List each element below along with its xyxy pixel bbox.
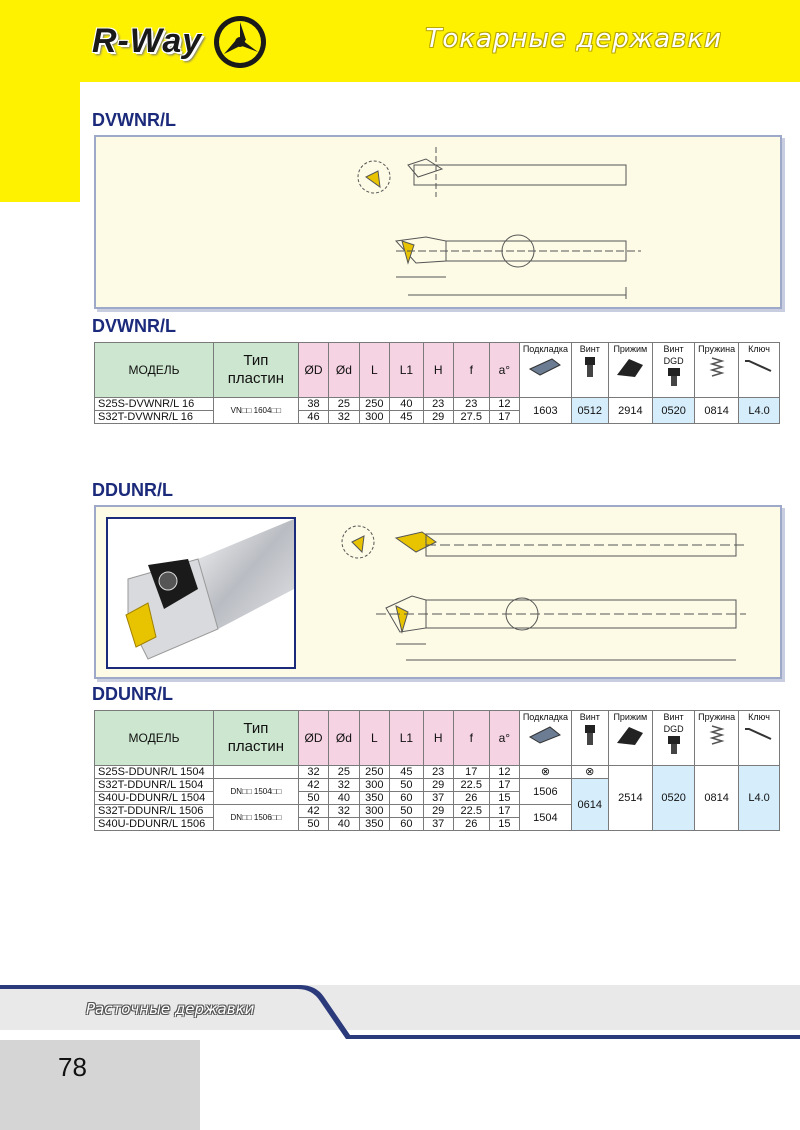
table-row-model: S40U-DDUNR/L 1506	[95, 818, 214, 831]
col-model-header: МОДЕЛЬ	[95, 711, 214, 766]
cell-d: 32	[329, 805, 359, 818]
section-title-dvwnr: DVWNR/L	[92, 110, 176, 130]
col-model-header: МОДЕЛЬ	[95, 343, 214, 398]
cell-d: 32	[329, 411, 359, 424]
dgd-screw-icon	[666, 735, 682, 755]
ddunr-product-photo	[106, 517, 296, 669]
col-insert-header: Тип пластин	[213, 711, 298, 766]
col-key-header	[739, 711, 780, 766]
ddunr-spec-table	[94, 710, 780, 831]
col-L1-header: L1	[390, 711, 424, 766]
cell-H: 37	[423, 818, 453, 831]
dvwnr-drawing	[94, 135, 782, 309]
key-label: Ключ	[748, 712, 770, 722]
screw-label: Винт	[579, 712, 600, 722]
cell-a: 15	[489, 818, 519, 831]
cell-D: 50	[298, 792, 328, 805]
cell-a: 17	[489, 779, 519, 792]
col-H-header: H	[423, 343, 453, 398]
spring-value: 0814	[695, 766, 739, 831]
page-tab-shape	[0, 1040, 240, 1130]
ddunr-technical-drawing	[326, 512, 766, 672]
col-screw-header	[572, 343, 609, 398]
cell-D: 32	[298, 766, 328, 779]
dgd-value: 0520	[653, 766, 695, 831]
shim-not-available-icon: ⊗	[519, 766, 571, 779]
col-spring-header	[695, 343, 739, 398]
cell-L1: 60	[390, 818, 424, 831]
dgd-label: Винт DGD	[663, 344, 684, 366]
clamp-icon	[615, 723, 645, 747]
cell-L1: 60	[390, 792, 424, 805]
screw-icon	[582, 355, 598, 379]
shim-value: 1603	[519, 398, 571, 424]
clamp-value: 2514	[608, 766, 653, 831]
col-clamp-header	[608, 711, 653, 766]
spring-label: Пружина	[698, 344, 736, 354]
spring-label: Пружина	[698, 712, 736, 722]
clamp-label: Прижим	[613, 344, 648, 354]
shim-value: 1506	[519, 779, 571, 805]
dvwnr-technical-drawing	[96, 137, 780, 307]
cell-d: 25	[329, 766, 359, 779]
cell-H: 29	[423, 805, 453, 818]
key-icon	[743, 723, 775, 743]
cell-f: 22.5	[453, 805, 489, 818]
section-title-ddunr: DDUNR/L	[92, 480, 173, 500]
insert-type-cell: DN□□ 1504□□	[213, 779, 298, 805]
dgd-label: Винт DGD	[663, 712, 684, 734]
cell-D: 50	[298, 818, 328, 831]
key-value: L4.0	[739, 398, 780, 424]
spring-value: 0814	[695, 398, 739, 424]
key-label: Ключ	[748, 344, 770, 354]
table-row-model: S25S-DVWNR/L 16	[95, 398, 214, 411]
col-spring-header	[695, 711, 739, 766]
cell-a: 12	[489, 398, 519, 411]
col-insert-header: Тип пластин	[213, 343, 298, 398]
screw-value: 0512	[572, 398, 609, 424]
cell-f: 22.5	[453, 779, 489, 792]
cell-D: 42	[298, 805, 328, 818]
cell-f: 26	[453, 792, 489, 805]
insert-type-cell: VN□□ 1604□□	[213, 398, 298, 424]
table-row-model: S32T-DDUNR/L 1506	[95, 805, 214, 818]
cell-H: 37	[423, 792, 453, 805]
col-a-header: a°	[489, 343, 519, 398]
cell-f: 23	[453, 398, 489, 411]
cell-d: 40	[329, 818, 359, 831]
cell-L: 250	[359, 398, 389, 411]
table-row-model: S32T-DVWNR/L 16	[95, 411, 214, 424]
cell-d: 25	[329, 398, 359, 411]
screw-value: 0614	[572, 779, 609, 831]
col-dgd-header	[653, 711, 695, 766]
section-title-dvwnr-table: DVWNR/L	[92, 316, 176, 336]
col-L-header: L	[359, 343, 389, 398]
cell-L: 300	[359, 805, 389, 818]
page-number: 78	[58, 1052, 87, 1082]
section-title-ddunr-table: DDUNR/L	[92, 684, 173, 704]
cell-H: 29	[423, 779, 453, 792]
cell-H: 29	[423, 411, 453, 424]
shim-label: Подкладка	[522, 712, 569, 722]
cell-L: 300	[359, 779, 389, 792]
table-row-model: S40U-DDUNR/L 1504	[95, 792, 214, 805]
cell-H: 23	[423, 398, 453, 411]
tool-holder-photo-icon	[108, 519, 294, 667]
col-D-header: ØD	[298, 711, 328, 766]
shim-icon	[528, 355, 562, 377]
col-f-header: f	[453, 711, 489, 766]
cell-L1: 45	[390, 411, 424, 424]
cell-L: 300	[359, 411, 389, 424]
insert-type-empty	[213, 766, 298, 779]
shim-label: Подкладка	[522, 344, 569, 354]
footer-caption: Расточные державки	[86, 1000, 255, 1018]
cell-L1: 45	[390, 766, 424, 779]
col-d-header: Ød	[329, 343, 359, 398]
spring-icon	[709, 355, 725, 379]
col-L1-header: L1	[390, 343, 424, 398]
col-shim-header	[519, 343, 571, 398]
cell-H: 23	[423, 766, 453, 779]
cell-L: 350	[359, 818, 389, 831]
spring-icon	[709, 723, 725, 747]
clamp-icon	[615, 355, 645, 379]
col-d-header: Ød	[329, 711, 359, 766]
logo-emblem-icon	[212, 14, 268, 70]
col-dgd-header	[653, 343, 695, 398]
clamp-label: Прижим	[613, 712, 648, 722]
col-D-header: ØD	[298, 343, 328, 398]
cell-f: 17	[453, 766, 489, 779]
table-row-model: S32T-DDUNR/L 1504	[95, 779, 214, 792]
screw-label: Винт	[579, 344, 600, 354]
col-a-header: a°	[489, 711, 519, 766]
insert-type-cell: DN□□ 1506□□	[213, 805, 298, 831]
clamp-value: 2914	[608, 398, 653, 424]
table-row-model: S25S-DDUNR/L 1504	[95, 766, 214, 779]
ddunr-drawing	[94, 505, 782, 679]
key-icon	[743, 355, 775, 375]
cell-d: 32	[329, 779, 359, 792]
cell-D: 42	[298, 779, 328, 792]
cell-d: 40	[329, 792, 359, 805]
cell-f: 26	[453, 818, 489, 831]
cell-D: 38	[298, 398, 328, 411]
page-header-title: Токарные державки	[425, 24, 722, 54]
col-key-header	[739, 343, 780, 398]
brand-logo: R-Way	[92, 22, 203, 60]
cell-a: 15	[489, 792, 519, 805]
screw-icon	[582, 723, 598, 747]
cell-L1: 50	[390, 779, 424, 792]
cell-a: 17	[489, 411, 519, 424]
cell-f: 27.5	[453, 411, 489, 424]
key-value: L4.0	[739, 766, 780, 831]
cell-L1: 40	[390, 398, 424, 411]
col-screw-header	[572, 711, 609, 766]
cell-a: 12	[489, 766, 519, 779]
cell-a: 17	[489, 805, 519, 818]
col-H-header: H	[423, 711, 453, 766]
cell-L: 350	[359, 792, 389, 805]
col-f-header: f	[453, 343, 489, 398]
dgd-screw-icon	[666, 367, 682, 387]
col-clamp-header	[608, 343, 653, 398]
cell-D: 46	[298, 411, 328, 424]
col-shim-header	[519, 711, 571, 766]
side-band	[0, 82, 80, 202]
dvwnr-spec-table	[94, 342, 780, 424]
dgd-value: 0520	[653, 398, 695, 424]
col-L-header: L	[359, 711, 389, 766]
shim-icon	[528, 723, 562, 745]
cell-L1: 50	[390, 805, 424, 818]
cell-L: 250	[359, 766, 389, 779]
shim-value: 1504	[519, 805, 571, 831]
screw-not-available-icon: ⊗	[572, 766, 609, 779]
